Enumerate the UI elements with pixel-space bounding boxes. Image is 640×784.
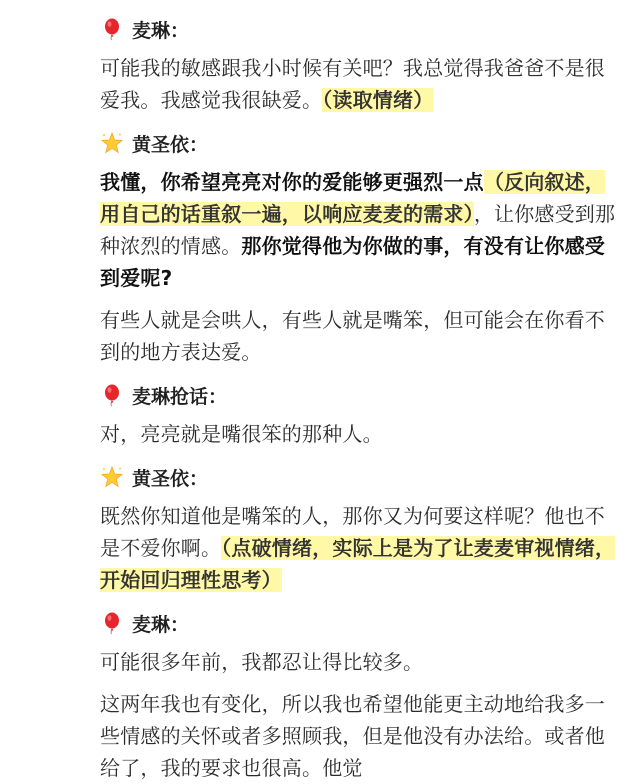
speaker-heading	[100, 378, 620, 412]
speaker-heading	[100, 460, 620, 494]
speaker-heading	[100, 12, 620, 46]
sparkle-star-icon	[100, 465, 124, 489]
highlighted-annotation: （读取情绪）	[322, 88, 434, 112]
speaker-name: 黄圣依：	[132, 133, 209, 156]
highlighted-annotation: （点破情绪，实际上是为了让麦麦审视情绪，开始回归理性思考）	[100, 536, 616, 592]
speaker-heading	[100, 126, 620, 160]
dialogue-paragraph	[100, 688, 620, 784]
text-span: 既然你知道他是嘴笨的人，那你又为何要这样呢？他也不是不爱你啊。	[100, 504, 605, 560]
text-span: 可能很多年前，我都忍让得比较多。	[100, 650, 424, 674]
text-span: 对，亮亮就是嘴很笨的那种人。	[100, 422, 383, 446]
text-span: 这两年我也有变化，所以我也希望他能更主动地给我多一些情感的关怀或者多照顾我，但是他没有办法给。或者他给了，我的要求也很高。他觉	[100, 692, 605, 780]
dialogue-paragraph	[100, 500, 620, 596]
balloon-icon	[100, 383, 124, 407]
dialogue-paragraph	[100, 52, 620, 116]
bold-text: 我懂，你希望亮亮对你的爱能够更强烈一点	[100, 170, 484, 194]
dialogue-paragraph	[100, 166, 620, 294]
balloon-icon	[100, 611, 124, 635]
speaker-name: 黄圣依：	[132, 467, 209, 490]
text-span: ，让你感受到那种浓烈的情感。	[100, 202, 616, 258]
dialogue-paragraph	[100, 418, 620, 450]
balloon-icon	[100, 17, 124, 41]
text-span: 可能我的敏感跟我小时候有关吧？我总觉得我爸爸不是很爱我。我感觉我很缺爱。	[100, 56, 605, 112]
speaker-name: 麦琳：	[132, 19, 190, 42]
dialogue-paragraph	[100, 304, 620, 368]
highlighted-annotation: （反向叙述，用自己的话重叙一遍，以响应麦麦的需求）	[100, 170, 606, 226]
sparkle-star-icon	[100, 131, 124, 155]
dialogue-paragraph	[100, 646, 620, 678]
speaker-heading	[100, 606, 620, 640]
speaker-name: 麦琳抢话：	[132, 385, 228, 408]
bold-text: 那你觉得他为你做的事，有没有让你感受到爱呢?	[100, 234, 606, 290]
text-span: 有些人就是会哄人，有些人就是嘴笨，但可能会在你看不到的地方表达爱。	[100, 308, 605, 364]
speaker-name: 麦琳：	[132, 613, 190, 636]
